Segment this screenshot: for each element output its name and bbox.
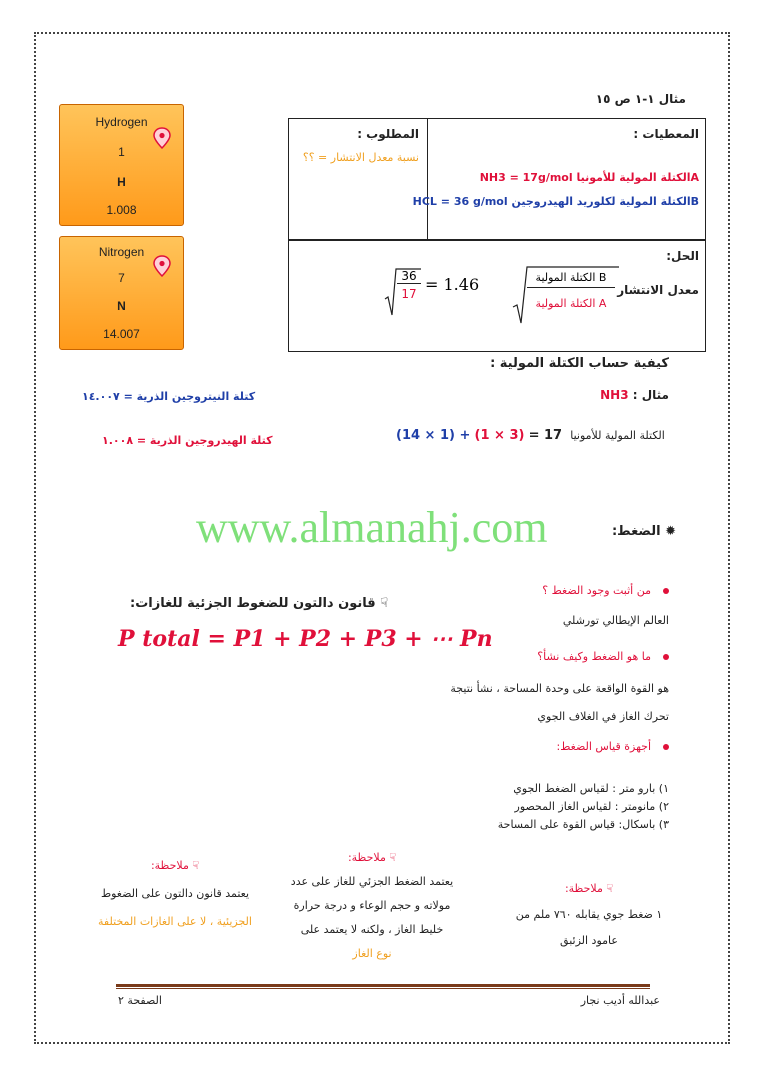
- hydrogen-mass-note: كتلة الهيدروجين الذرية = ١.٠٠٨: [102, 434, 273, 447]
- ammonia-equation: [396, 428, 665, 443]
- hand-icon: ☟: [606, 882, 614, 895]
- solution-label: الحل:: [666, 249, 699, 263]
- given-line-b: Bالكتلة المولية لكلوريد الهيدروجين HCL = 36 g/mol: [412, 195, 699, 208]
- bullet-icon: [663, 744, 669, 750]
- rate-label: معدل الانتشار: [617, 283, 699, 297]
- hand-icon: ☟: [380, 596, 389, 611]
- result-value: = 1.46: [425, 275, 480, 294]
- card-symbol: H: [117, 175, 126, 189]
- given-label: المعطيات :: [633, 127, 699, 141]
- hand-icon: ☟: [192, 859, 200, 872]
- nitrogen-mass-note: كتلة النيتروجين الذرية = ١٤.٠٠٧: [82, 390, 256, 403]
- footer-author: عبدالله أديب نجار: [580, 994, 660, 1007]
- note-1: ☟ ملاحظة: ١ ضغط جوي يقابله ٧٦٠ ملم من عامود الزئبق: [509, 876, 669, 954]
- footer-rule: [116, 984, 650, 987]
- hydrogen-card: [59, 104, 184, 226]
- dalton-title: ☟ قانون دالتون للضغوط الجزئية للغازات:: [130, 596, 389, 611]
- bullet-icon: [663, 654, 669, 660]
- card-atomic-mass: 14.007: [103, 327, 140, 341]
- eq-result: = 17: [528, 428, 563, 443]
- bullet-icon: [663, 588, 669, 594]
- example-row: [600, 388, 669, 402]
- example-compound: NH3: [600, 388, 629, 402]
- website-watermark: www.almanahj.com: [196, 503, 548, 552]
- note-title: ☟ ملاحظة:: [564, 882, 614, 895]
- list-item: ١) بارو متر : لقياس الضغط الجوي: [513, 782, 669, 795]
- eq-blue-term: (14 × 1) +: [396, 428, 471, 443]
- pressure-heading: ✹ الضغط:: [611, 524, 676, 539]
- gear-icon: ✹: [665, 524, 676, 539]
- required-label: المطلوب :: [357, 127, 419, 141]
- note-title: ☟ ملاحظة:: [347, 851, 397, 864]
- given-line-a: Aالكتلة المولية للأمونيا NH3 = 17g/mol: [479, 171, 699, 184]
- answer-2-line2: تحرك الغاز في الغلاف الجوي: [537, 710, 669, 723]
- ammonia-label: الكتلة المولية للأمونيا: [570, 429, 665, 442]
- eq-red-term: (1 × 3): [474, 428, 525, 443]
- box-divider: [427, 119, 428, 239]
- list-item: ٢) مانومتر : لقياس الغاز المحصور: [514, 800, 669, 813]
- note-title: ☟ ملاحظة:: [150, 859, 200, 872]
- map-pin-icon: [153, 255, 171, 277]
- card-atomic-number: 1: [118, 145, 125, 159]
- answer-1: العالم الإيطالي تورشلي: [562, 614, 669, 627]
- question-3: أجهزة قياس الضغط:: [556, 740, 669, 753]
- nitrogen-card: [59, 236, 184, 350]
- footer-rule-thin: [116, 988, 650, 989]
- result-denominator: 17: [401, 287, 417, 301]
- example-title: مثال ١-١ ص ١٥: [595, 92, 686, 106]
- fraction-denominator: A الكتلة المولية: [535, 297, 607, 310]
- list-item: ٣) باسكال: قياس القوة على المساحة: [497, 818, 669, 831]
- card-symbol: N: [117, 299, 126, 313]
- map-pin-icon: [153, 127, 171, 149]
- note-2: ☟ ملاحظة: يعتمد الضغط الجزئي للغاز على عدد مولاته و حجم الوعاء و درجة حرارة خليط الغاز ، ولكنه لا يعتمد على نوع الغاز: [282, 846, 462, 966]
- hand-icon: ☟: [389, 851, 397, 864]
- fraction-numerator: B الكتلة المولية: [527, 271, 615, 288]
- dalton-formula: P total = P1 + P2 + P3 + ⋯ Pn: [118, 626, 493, 652]
- devices-list: [498, 780, 669, 834]
- card-atomic-mass: 1.008: [106, 203, 137, 217]
- note-3: ☟ ملاحظة: يعتمد قانون دالتون على الضغوط الجزيئية ، لا على الغازات المختلفة: [80, 852, 270, 936]
- answer-2-line1: هو القوة الواقعة على وحدة المساحة ، نشأ نتيجة: [450, 682, 669, 695]
- result-numerator: 36: [397, 269, 421, 284]
- molar-mass-title: كيفية حساب الكتلة المولية :: [490, 356, 669, 371]
- example-label: مثال :: [632, 388, 669, 402]
- card-element-name: Nitrogen: [98, 245, 145, 259]
- question-1: من أثبت وجود الضغط ؟: [542, 584, 669, 597]
- solution-box: [288, 240, 706, 352]
- card-atomic-number: 7: [118, 271, 125, 285]
- question-2: ما هو الضغط وكيف نشأ؟: [537, 650, 669, 663]
- card-element-name: Hydrogen: [95, 115, 148, 129]
- footer-page-number: الصفحة ٢: [118, 994, 162, 1007]
- required-value: نسبة معدل الانتشار = ؟؟: [302, 151, 419, 164]
- given-required-box: [288, 118, 706, 240]
